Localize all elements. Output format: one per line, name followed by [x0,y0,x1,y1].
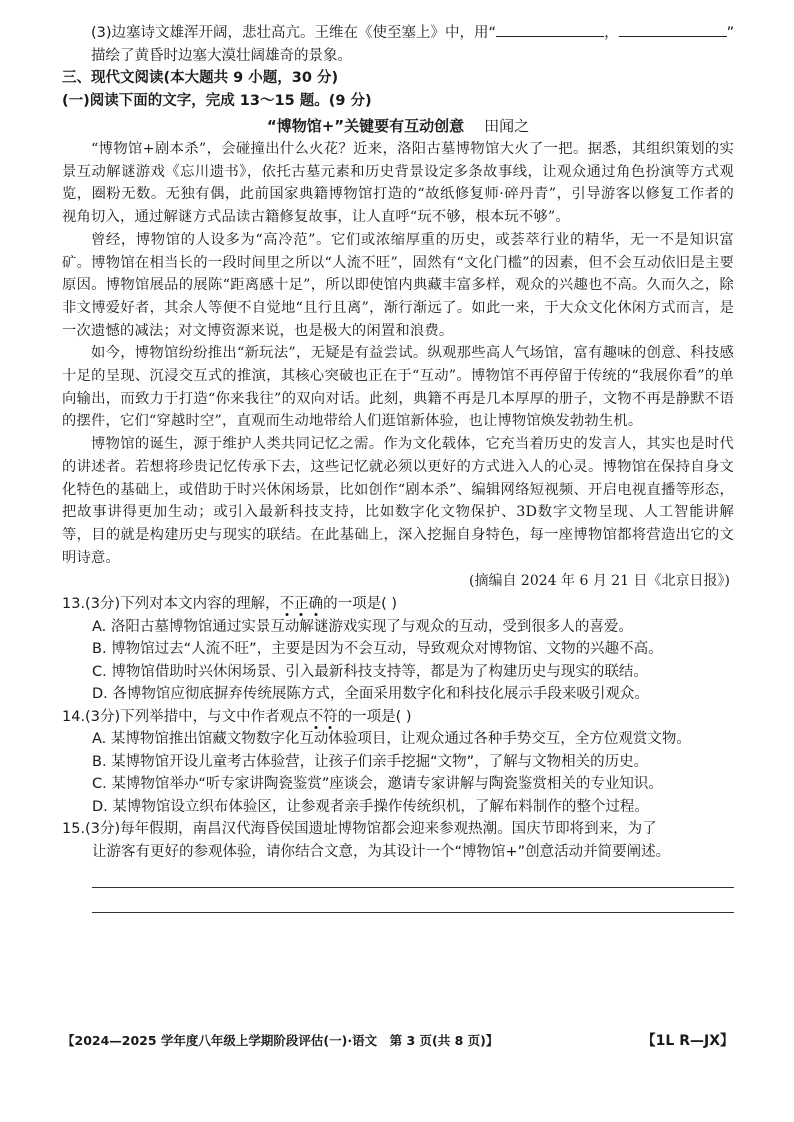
q13-stem-post: 的一项是( ) [323,596,398,613]
q14-stem [62,706,734,729]
q14-option-a[interactable]: A. 某博物馆推出馆藏文物数字化互动体验项目，让观众通过各种手势交互，全方位观赏文物。 [92,731,691,748]
emphasis-char: 符 [323,708,338,725]
article-paragraph-1: “博物馆+剧本杀”，会碰撞出什么火花？近来，洛阳古墓博物馆大火了一把。据悉，其组织策划的实景互动解谜游戏《忘川遗书》，依托古墓元素和历史背景设定多条故事线，让观众通过角色扮演等方式观览，圈粉无数。无独有偶，此前国家典籍博物馆打造的“故纸修复师·碎丹青”，引导游客以修复工作者的视角切入，通过解谜方式品读古籍修复故事，让人直呼“玩不够，根本玩不够”。 [62,141,734,226]
article-paragraph-3: 如今，博物馆纷纷推出“新玩法”，无疑是有益尝试。纵观那些高人气场馆，富有趣味的创意、科技感十足的呈现、沉浸交互式的推演，其核心突破也正在于“互动”。博物馆不再停留于传统的“我展你看”的单向输出，而致力于打造“你来我往”的双向对话。此刻，典籍不再是几本厚厚的册子，文物不再是静默不语的摆件，它们“穿越时空”，直观而生动地带给人们逛馆新体验，也让博物馆焕发勃勃生机。 [62,345,734,430]
q14-option-c[interactable]: C. 某博物馆举办“听专家讲陶瓷鉴赏”座谈会，邀请专家讲解与陶瓷鉴赏相关的专业知识。 [92,776,663,793]
q15-line2: 让游客有更好的参观体验，请你结合文意，为其设计一个“博物馆+”创意活动并简要阐述。 [92,843,671,860]
exam-page [62,22,734,913]
q14-option-b[interactable]: B. 某博物馆开设儿童考古体验营，让孩子们亲手挖掘“文物”，了解与文物相关的历史。 [92,753,649,770]
subsection1-title: (一)阅读下面的文字，完成 13～15 题。(9 分) [62,92,372,109]
answer-line-2[interactable] [92,888,734,913]
emphasis-char: 正 [294,596,309,613]
section3-title: 三、现代文阅读(本大题共 9 小题，30 分) [62,70,339,86]
answer-blank-2[interactable] [619,22,727,37]
answer-blank-1[interactable] [496,22,604,37]
q13-option-b[interactable]: B. 博物馆过去“人流不旺”，主要是因为不会互动，导致观众对博物馆、文物的兴趣不高。 [92,641,663,658]
q12-3-comma: ， [604,25,619,41]
emphasis-char: 确 [308,596,324,613]
q13-stem [62,593,734,616]
article-title [62,114,734,138]
q13-stem-pre: 13.(3分)下列对本文内容的理解， [62,596,280,613]
q12-3-line1 [62,22,734,45]
q14-option-d[interactable]: D. 某博物馆设立织布体验区，让参观者亲手操作传统织机，了解布料制作的整个过程。 [92,798,649,815]
q13-option-c[interactable]: C. 博物馆借助时兴休闲场景、引入最新科技支持等，都是为了构建历史与现实的联结。 [92,663,648,680]
article-author: 田闻之 [484,117,530,135]
article-paragraph-4: 博物馆的诞生，源于维护人类共同记忆之需。作为文化载体，它充当着历史的发言人，其实也是时代的讲述者。若想将珍贵记忆传承下去，这些记忆就必须以更好的方式进入人的心灵。博物馆在保持自身文化特色的基础上，或借助于时兴休闲场景，比如创作“剧本杀”、编辑网络短视频、开启电视直播等形态，把故事讲得更加生动；或引入最新科技支持，比如数字化文物保护、3D数字文物呈现、人工智能讲解等，目的就是构建历史与现实的联结。在此基础上，深入挖掘自身特色，每一座博物馆都将营造出它的文明诗意。 [62,436,734,566]
article-title-text: “博物馆+”关键要有互动创意 [266,117,465,135]
q13-option-d[interactable]: D. 各博物馆应彻底摒弃传统展陈方式，全面采用数字化和科技化展示手段来吸引观众。 [92,686,649,703]
footer-code: 【1L R—JX】 [641,1033,734,1049]
q14-stem-pre: 14.(3分)下列举措中，与文中作者观点 [62,708,309,725]
emphasis-char: 不 [308,708,324,725]
footer-info: 【2024—2025 学年度八年级上学期阶段评估(一)·语文 第 3 页(共 8 页)】 [62,1033,499,1048]
q15-line1: 15.(3分)每年假期，南昌汉代海昏侯国遗址博物馆都会迎来参观热潮。国庆节即将到来，为了 [62,821,657,838]
q12-3-line2: 描绘了黄昏时边塞大漠壮阔雄奇的景象。 [91,47,352,64]
article-source: (摘编自 2024 年 6 月 21 日《北京日报》) [469,573,730,590]
answer-line-1[interactable] [92,863,734,888]
q12-3-text: (3)边塞诗文雄浑开阔，悲壮高亢。王维在《使至塞上》中，用“ [91,25,497,41]
q13-option-a[interactable]: A. 洛阳古墓博物馆通过实景互动解谜游戏实现了与观众的互动，受到很多人的喜爱。 [92,618,633,635]
emphasis-char: 不 [279,596,295,613]
page-footer [62,1030,734,1050]
q12-3-close-quote: ” [726,25,735,41]
q14-stem-post: 的一项是( ) [337,708,412,725]
article-paragraph-2: 曾经，博物馆的人设多为“高冷范”。它们或浓缩厚重的历史，或荟萃行业的精华，无一不是知识富矿。博物馆在相当长的一段时间里之所以“人流不旺”，固然有“文化门槛”的因素，但不会互动依旧是主要原因。博物馆展品的展陈“距离感十足”，所以即使馆内典藏丰富多样，观众的兴趣也不高。久而久之，除非文博爱好者，其余人等便不自觉地“且行且离”，渐行渐远了。如此一来，于大众文化休闲方式而言，是一次遗憾的减法；对文博资源来说，也是极大的闲置和浪费。 [62,231,734,339]
